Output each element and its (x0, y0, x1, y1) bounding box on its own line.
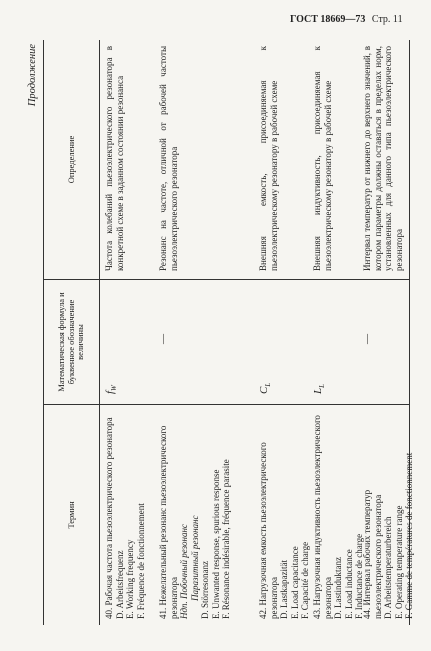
term-line: E. Load inductance (343, 549, 354, 619)
term-line: F. Inductance de charge (354, 533, 364, 619)
symbol-42: $C_L$ (258, 382, 273, 394)
term-column (100, 405, 414, 625)
symbol-40: $f_W$ (104, 385, 119, 394)
term-line: E. Working frequency (125, 539, 135, 619)
term-entry-41 (158, 409, 232, 619)
term-entry-43 (312, 409, 365, 619)
term-heading: 40. Рабочая частота пьезоэлектрического резонатора (104, 417, 114, 619)
header-symbol: Математическая формула и буквенное обозначение величины (44, 280, 99, 405)
term-line: D. Störresonanz (200, 561, 210, 619)
standard-number: ГОСТ 18669—73 (290, 14, 366, 25)
table-header-row (44, 40, 100, 625)
continuation-label: Продолжение (27, 44, 38, 107)
term-heading: 42. Нагрузочная емкость пьезоэлектрического резонатора (258, 442, 279, 619)
term-entry-42 (258, 409, 311, 619)
table-body (100, 40, 414, 625)
term-heading: 43. Нагрузочная индуктивность пьезоэлектрического резонатора (312, 415, 333, 619)
term-line: D. Lastinduktanz (333, 557, 343, 619)
term-line: D. Arbeitsfrequenz (114, 550, 125, 619)
term-line: D. Lastkapazität (279, 560, 289, 619)
term-entry-40 (104, 409, 146, 619)
page-number: Стр. 11 (371, 14, 403, 25)
terms-table (43, 40, 414, 625)
symbol-column (100, 280, 409, 405)
definition-43: Внешняя индуктивность, присоединяемая к пьезоэлектрическому резонатору в рабочей схеме (312, 46, 333, 271)
term-entry-44 (362, 409, 415, 619)
symbol-44: — (362, 334, 373, 344)
term-line: F. Capacité de charge (300, 541, 310, 619)
term-line: F. Gamme de températures de fonctionnement (404, 452, 414, 619)
term-line: D. Arbeitstemperaturbereich (383, 516, 393, 619)
header-term: Термин (65, 501, 76, 529)
rotated-table-sheet (25, 40, 414, 625)
header-definition: Определение (44, 40, 99, 280)
definition-41: Резонанс на частоте, отличной от рабочей частоты пьезоэлектрического резонатора (158, 46, 179, 271)
definition-40: Частота колебаний пьезоэлектрического резонатора в конкретной схеме в заданном состоянии резонанса (104, 46, 125, 271)
page-header (290, 14, 403, 25)
term-line: E. Unwanted response, spurious response (210, 469, 221, 619)
term-line: E. Operating temperature range (393, 505, 404, 619)
term-line: F. Résonance indésirable, fréquence parasite (221, 459, 231, 619)
term-heading: 44. Интервал рабочих температур пьезоэлектрического резонатора (362, 489, 383, 619)
symbol-41: — (158, 334, 169, 344)
term-line: E. Load capacitance (289, 546, 300, 619)
symbol-43: $L_L$ (312, 383, 327, 394)
term-line: F. Fréquence de fonctionnement (135, 503, 146, 619)
term-ndp: Ндп. Побочный резонанс (179, 524, 189, 619)
definition-column (100, 40, 409, 280)
definition-42: Внешняя емкость, присоединяемая к пьезоэлектрическому резонатору в рабочей схеме (258, 46, 279, 271)
term-heading: 41. Нежелательный резонанс пьезоэлектрического резонатора (158, 425, 179, 619)
term-ndp-2: Паразитный резонанс (189, 515, 200, 601)
definition-44: Интервал температур от нижнего до верхнего значений, в котором параметры должны оставаться в пределах норм, установленных для данного типа пьезоэлектрического резонатора (362, 46, 404, 271)
